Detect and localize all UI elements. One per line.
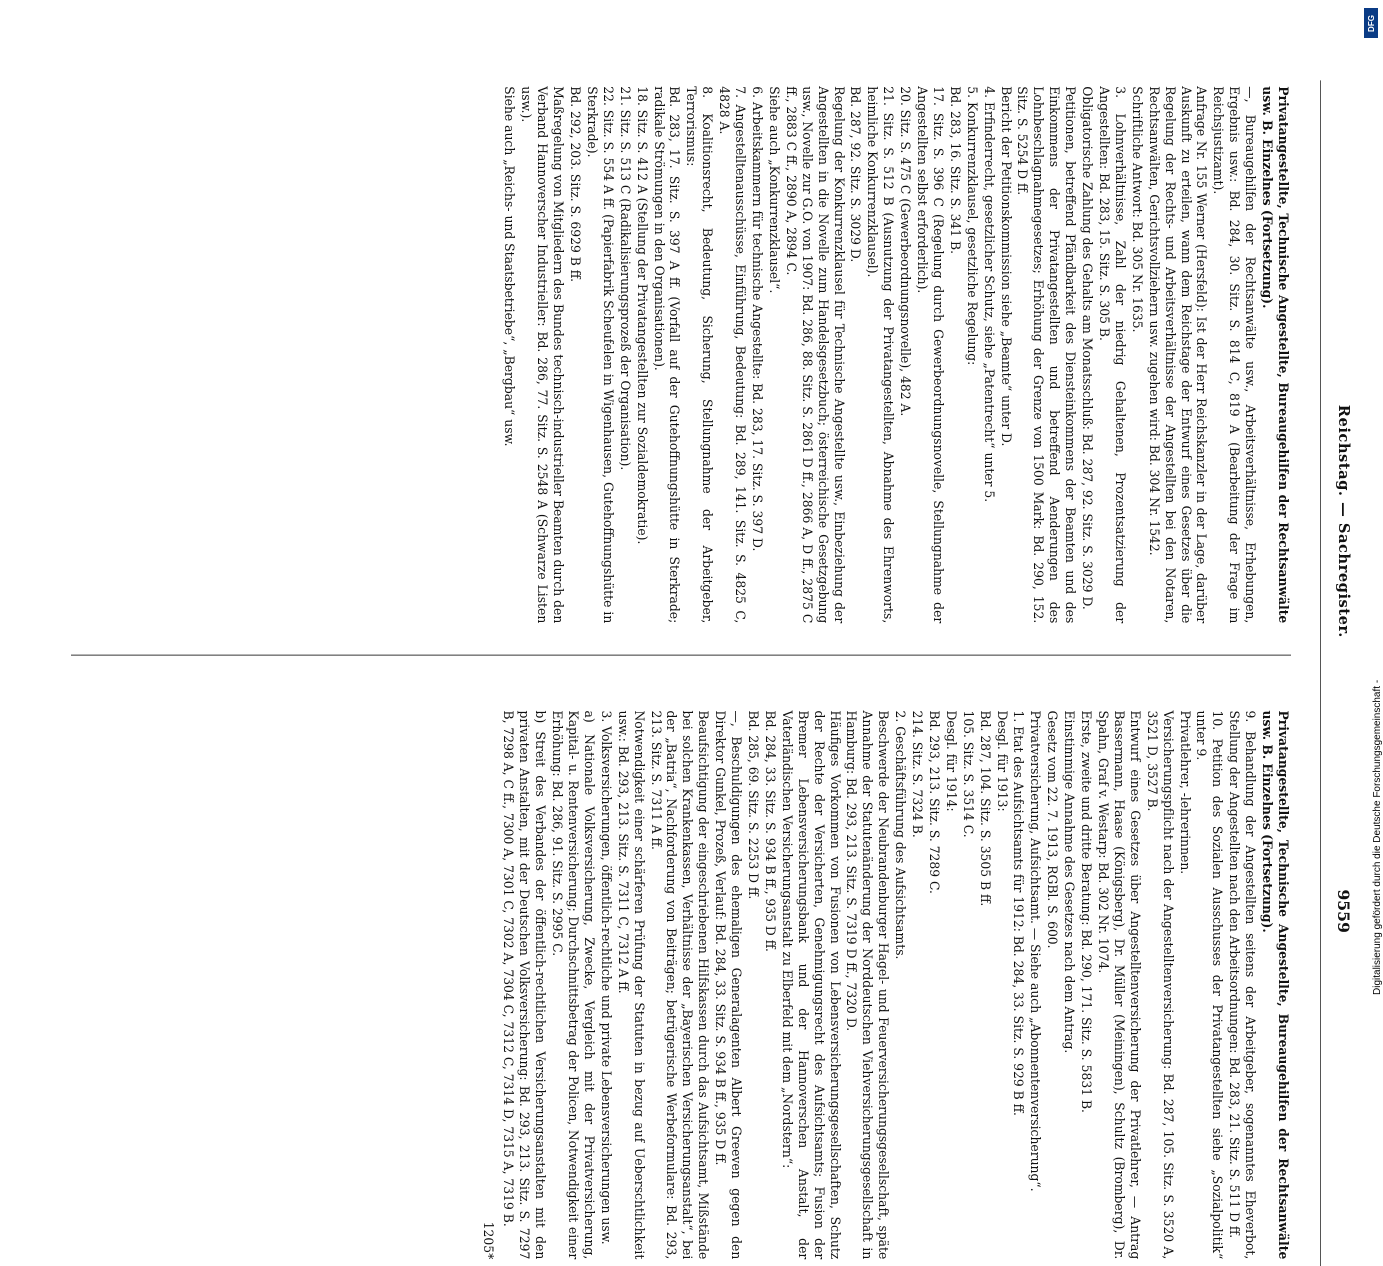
left-column (81, 86, 1291, 623)
entry-paragraph: 214. Sitz. S. 7324 B. (910, 710, 926, 838)
entry-paragraph: Bd. 292, 203. Sitz. S. 6929 B ff. (568, 86, 584, 283)
entry-paragraph: 105. Sitz. S. 3514 C. (960, 710, 976, 838)
entry-paragraph: 10. Petition des Sozialen Ausschusses der Privatangestellten siehe „Sozialpolitik“ unter 9. (1194, 710, 1226, 1260)
entry-paragraph: Bd. 284, 33. Sitz. S. 934 B ff., 935 D ff. (762, 710, 778, 952)
right-paragraphs (501, 711, 1259, 1260)
right-column-heading: Privatangestellte, Technische Angestellte, Bureaugehilfen der Rechtsanwälte usw. B. Einzelnes (Fortsetzung). (1260, 710, 1291, 1260)
entry-paragraph: —, Bureaugehilfen der Rechtsanwälte usw., Arbeitsverhältnisse, Erhebungen, Ergebnis usw.: Bd. 284, 30. Sitz. S. 814 C, 819 A (Bearbeitung der Frage im Reichsjustizamt). (1211, 86, 1259, 624)
entry-paragraph: Beaufsichtigung der eingeschriebenen Hilfskassen durch das Aufsichtsamt, Mißstände bei solchen Krankenkassen, Verhältnisse der „Bayerischen Versicherungsanstalt“, bei der „Batria“, Nachforderung von Beiträgen; betrügerische Werbeformulare: Bd. 293, 213. Sitz. S. 7311 A ff. (648, 710, 712, 1260)
entry-paragraph: Bericht der Petitionskommission siehe „Beamte“ unter D. (998, 86, 1014, 447)
dfg-logo-text: DFG (1366, 14, 1376, 32)
entry-paragraph: 6. Arbeitskammern für technische Angestellte: Bd. 283, 17. Sitz. S. 397 D. (750, 86, 765, 552)
entry-paragraph: Versicherungspflicht nach der Angestelltenversicherung: Bd. 287, 105. Sitz. S. 3520 A, 3521 D, 3527 B. (1144, 710, 1176, 1260)
entry-paragraph: Beschwerde der Neubrandenburger Hagel- und Feuerversicherungsgesellschaft, späte Annahme der Statutenänderung der Norddeutschen Viehversicherungsgesellschaft in Hamburg: Bd. 293, 213. Sitz. S. 7319 D ff., 7320 D. (844, 710, 892, 1260)
entry-paragraph: 20. Sitz. S. 475 C (Gewerbeordnungsnovelle), 482 A. (898, 86, 914, 417)
entry-paragraph: b) Streit des Verbandes der öffentlich-rechtlichen Versicherungsanstalten mit den privaten Anstalten, mit der Deutschen Volksversicherung: Bd. 293, 213. Sitz. S. 7297 B, 7298 A, C ff., 7300 A, 7301 C, 7302 A, 7304 C, 7312 C, 7314 D, 7315 A, 7319 B. (501, 710, 549, 1260)
entry-paragraph: Siehe auch „Reichs- und Staatsbetriebe“, „Bergbau“ usw. (502, 86, 518, 447)
left-paragraphs (502, 86, 1259, 623)
entry-paragraph: Privatversicherung, Aufsichtsamt. — Siehe auch „Abonnentenversicherung“. (1028, 710, 1044, 1192)
entry-paragraph: —, Beschuldigungen des ehemaligen Generalagenten Albert Greeven gegen den Direktor Gunkel, Prozeß, Verlauf: Bd. 284, 33. Sitz. S. 934 B ff., 935 D ff. (713, 710, 745, 1260)
entry-paragraph: Notwendigkeit einer schärferen Prüfung der Statuten in bezug auf Ueberschtlichkeit usw.: Bd. 293, 213. Sitz. S. 7311 C, 7312 A ff. (615, 710, 647, 1260)
entry-paragraph: Bd. 283, 17. Sitz. S. 397 A ff. (Vorfall auf der Gutehoffnungshütte in Sterkrade; radikale Strömungen in den Organisationen). (651, 86, 683, 624)
page-number: 9559 (1334, 889, 1353, 933)
entry-paragraph: Entwurf eines Gesetzes über Angestelltenversicherung der Privatlehrer, — Antrag Bassermann, Haase (Königsberg), Dr. Müller (Meiningen), Schultz (Bromberg), Dr. Spahn, Graf v. Westarp: Bd. 302 Nr. 1074. (1096, 710, 1143, 1260)
column-divider (71, 655, 1291, 656)
entry-paragraph: a) Nationale Volksversicherung, Zwecke, Vergleich mit der Privatversicherung, Kapital- u. Rentenversicherung; Durchschnittsbetrag der Policen, Notwendigkeit einer Erhöhung: Bd. 286, 91. Sitz. S. 2995 C. (550, 710, 597, 1260)
entry-paragraph: Privatlehrer, -lehrerinnen. (1177, 710, 1193, 875)
entry-paragraph: Bd. 287, 92. Sitz. S. 3029 D. (848, 86, 864, 263)
entry-paragraph: Obligatorische Zahlung des Gehalts am Monatsschluß: Bd. 287, 92. Sitz. S. 3029 D. (1080, 86, 1096, 610)
entry-paragraph: Desgl. für 1914: (943, 710, 959, 812)
entry-paragraph: 21. Sitz. S. 513 C (Radikalisierungsprozeß der Organisation). (617, 86, 633, 471)
entry-paragraph: Regelung der Konkurrenzklausel für Technische Angestellte usw., Einbeziehung der Angestellten in die Novelle zum Handelsgesetzbuch; österreichische Gesetzgebung usw., Novelle zur G.O. von 1907: Bd. 286, 88. Sitz. S. 2861 D ff., 2866 A, D ff., 2875 C ff., 2883 C ff., 2890 A, 2894 C. (783, 86, 847, 624)
entry-paragraph: Einstimmige Annahme des Gesetzes nach dem Antrag. (1062, 710, 1078, 1054)
entry-paragraph: 22. Sitz. S. 554 A ff. (Papierfabrik Scheufelen in Wigenhausen, Gutehoffnungshütte in Sterkrade). (584, 86, 616, 624)
entry-paragraph: 4. Erfinderrecht, gesetzlicher Schutz, siehe „Patentrecht“ unter 5. (981, 86, 997, 503)
entry-paragraph: 2. Geschäftsführung des Aufsichtsamts. (893, 710, 909, 960)
entry-paragraph: 17. Sitz. S. 396 C (Regelung durch Gewerbeordnungsnovelle, Stellungnahme der Angestellten selbst erforderlich). (915, 86, 946, 624)
entry-paragraph: 18. Sitz. S. 412 A (Stellung der Privatangestellten zur Sozialdemokratie). (634, 86, 650, 545)
entry-paragraph: Bd. 293, 213. Sitz. S. 7289 C. (926, 710, 942, 894)
entry-paragraph: Bd. 285, 69. Sitz. S. 2253 D ff. (746, 710, 761, 900)
entry-paragraph: Bd. 283, 16. Sitz. S. 341 B. (947, 86, 963, 255)
dfg-logo (1364, 8, 1378, 38)
running-title: Reichstag. — Sachregister. (1335, 404, 1353, 638)
entry-paragraph: 9. Behandlung der Angestellten seitens der Arbeitgeber, sogenanntes Eheverbot, Stellung der Angestellten nach den Arbeitsordnungen: Bd. 283, 21. Sitz. S. 511 D ff. (1227, 710, 1259, 1260)
entry-paragraph: Häufiges Vorkommen von Fusionen von Lebensversicherungsgesellschaften, Schutz der Rechte der Versicherten, Genehmigungsrecht des Aufsichtsamts; Fusion der Bremer Lebensversicherungsbank und der Hannoverschen Anstalt, der Vaterländischen Versicherungsanstalt zu Elberfeld mit dem „Nordstern“: (779, 710, 843, 1260)
entry-paragraph: 3. Lohnverhältnisse, Zahl der niedrig Gehaltenen, Prozentsatzierung der Angestellten: Bd. 283, 15. Sitz. S. 305 B. (1097, 86, 1128, 624)
signature-mark: 1205* (481, 1221, 497, 1260)
entry-paragraph: Maßregelung von Mitgliedern des Bundes technisch-industrieller Beamten durch den Verband Hannoverscher Industrieller: Bd. 286, 77. Sitz. S. 2548 A (Schwarze Listen usw.). (519, 86, 567, 624)
entry-paragraph: Petitionen, betreffend Pfändbarkeit des Diensteinkommens der Beamten und des Einkommens der Privatangestellten und betreffend Aenderungen des Lohnbeschlagnahmegesetzes; Erhöhung der Grenze von 1500 Mark: Bd. 290, 152. Sitz. S. 5254 D ff. (1015, 86, 1079, 624)
header-rule (1320, 80, 1321, 1266)
entry-paragraph: 21. Sitz. S. 512 B (Ausnutzung der Privatangestellten, Abnahme des Ehrenworts, heimliche Konkurrenzklausel). (865, 86, 897, 624)
left-column-heading: Privatangestellte, Technische Angestellte, Bureaugehilfen der Rechtsanwälte usw. B. Einzelnes (Fortsetzung). (1260, 86, 1291, 624)
entry-paragraph: Desgl. für 1913: (994, 710, 1010, 812)
entry-paragraph: 1. Etat des Aufsichtsamts für 1912: Bd. 284, 33. Sitz. S. 929 B ff. (1011, 710, 1027, 1116)
entry-paragraph: Siehe auch „Konkurrenzklausel“. (766, 86, 782, 294)
entry-paragraph: 3. Volksversicherungen, öffentlich-rechtliche und private Lebensversicherungen usw. (598, 710, 614, 1245)
entry-paragraph: Gesetz vom 22. 7. 1913, RGBl. S. 600. (1045, 710, 1061, 949)
entry-paragraph: Schriftliche Antwort: Bd. 305 Nr. 1635. (1129, 86, 1145, 333)
entry-paragraph: 5. Konkurrenzklausel, gesetzliche Regelung: (964, 86, 980, 366)
entry-paragraph: Bd. 287, 104. Sitz. S. 3505 B ff. (977, 710, 993, 907)
entry-paragraph: 8. Koalitionsrecht, Bedeutung, Sicherung, Stellungnahme der Arbeitgeber, Terrorismus: (684, 86, 716, 624)
entry-paragraph: Erste, zweite und dritte Beratung: Bd. 290, 171. Sitz. S. 5831 B. (1079, 710, 1095, 1113)
digitization-credit: Digitalisierung gefördert durch die Deutsche Forschungsgemeinschaft - (1372, 679, 1383, 995)
entry-paragraph: Anfrage Nr. 155 Werner (Hersfeld): Ist der Herr Reichskanzler in der Lage, darüber Auskunft zu erteilen, wann dem Reichstage der Entwurf eines Gesetzes über die Regelung der Rechts- und Arbeitsverhältnisse der Angestellten bei den Notaren, Rechtsanwälten, Gerichtsvollziehern usw. zugehen wird: Bd. 304 Nr. 1542. (1146, 86, 1210, 624)
right-column (81, 711, 1291, 1260)
page-header (1325, 80, 1353, 962)
entry-paragraph: 7. Angestelltenausschüsse, Einführung, Bedeutung: Bd. 289, 141. Sitz. S. 4825 C, 4828 A. (717, 86, 749, 624)
